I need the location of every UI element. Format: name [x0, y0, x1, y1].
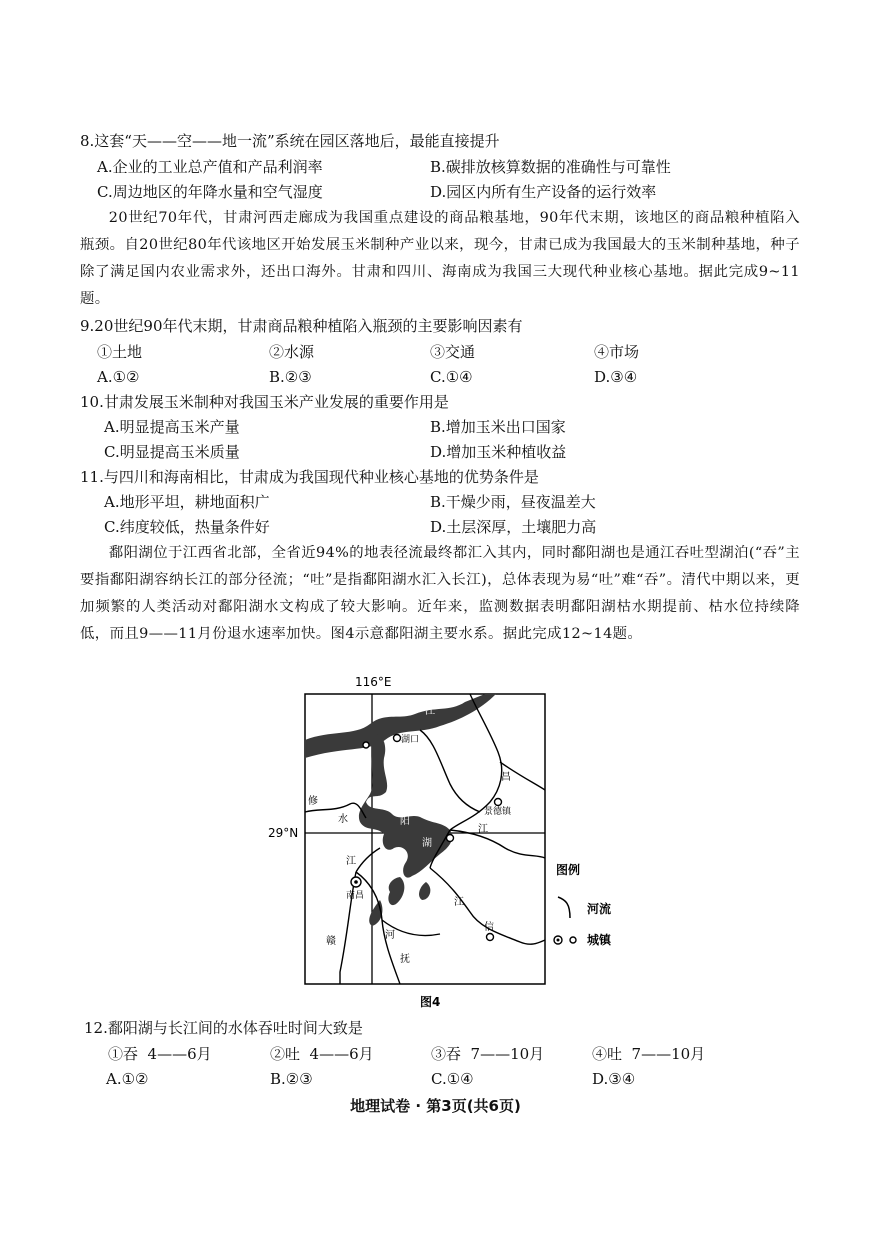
- q9-option-c: C.①④: [430, 368, 473, 386]
- label-jiang2: 江: [478, 824, 488, 835]
- q11-option-b: B.干燥少雨，昼夜温差大: [430, 493, 596, 511]
- q10-stem: 10.甘肃发展玉米制种对我国玉米产业发展的重要作用是: [80, 393, 449, 411]
- q12-option-b: B.②③: [270, 1070, 313, 1088]
- q12-item-1: ①吞 4——6月: [108, 1045, 212, 1063]
- label-hu: 湖: [422, 838, 432, 849]
- label-nanchang: 南昌: [346, 891, 365, 901]
- q9-item-4: ④市场: [594, 343, 640, 361]
- label-yang: 阳: [400, 816, 410, 827]
- q11-option-d: D.土层深厚，土壤肥力高: [430, 518, 597, 536]
- legend-title: 图例: [556, 863, 581, 877]
- q8-option-d: D.园区内所有生产设备的运行效率: [430, 183, 657, 201]
- label-jingdezhen: 景德镇: [484, 807, 512, 817]
- page-footer: 地理试卷 · 第3页(共6页): [350, 1097, 521, 1115]
- q12-item-2: ②吐 4——6月: [270, 1045, 374, 1063]
- q9-item-2: ②水源: [269, 343, 315, 361]
- lon-label: 116°E: [355, 675, 392, 689]
- town-nanchang: [351, 877, 361, 887]
- q12-option-d: D.③④: [592, 1070, 636, 1088]
- label-fu: 抚: [400, 954, 410, 965]
- lake-lobe-1: [388, 877, 404, 905]
- label-he: 河: [385, 930, 395, 941]
- q10-option-d: D.增加玉米种植收益: [430, 443, 567, 461]
- town-xin: [487, 934, 494, 941]
- label-shui: 水: [338, 814, 348, 825]
- label-hukou: 湖口: [401, 735, 420, 745]
- legend-town-label: 城镇: [587, 933, 612, 947]
- q12-item-3: ③吞 7——10月: [431, 1045, 545, 1063]
- legend-town-symbol: [554, 936, 576, 944]
- q9-option-d: D.③④: [594, 368, 638, 386]
- label-chang: 长: [340, 718, 350, 729]
- q10-option-c: C.明显提高玉米质量: [104, 443, 240, 461]
- q11-option-a: A.地形平坦，耕地面积广: [104, 493, 270, 511]
- poyang-map-figure: [268, 672, 630, 1012]
- label-gan: 赣: [326, 936, 336, 947]
- q12-option-c: C.①④: [431, 1070, 474, 1088]
- q10-option-b: B.增加玉米出口国家: [430, 418, 566, 436]
- label-jiang3: 江: [346, 856, 356, 867]
- q9-option-a: A.①②: [97, 368, 140, 386]
- label-chang2: 昌: [501, 772, 511, 783]
- q8-option-c: C.周边地区的年降水量和空气湿度: [97, 183, 323, 201]
- passage-gansu: 20世纪70年代，甘肃河西走廊成为我国重点建设的商品粮基地，90年代末期，该地区的商品粮种植陷入瓶颈。自20世纪80年代该地区开始发展玉米制种产业以来，现今，甘肃已成为我国最大的玉米制种基地，种子除了满足国内农业需求外，还出口海外。甘肃和四川、海南成为我国三大现代种业核心基地。据此完成9~11题。: [80, 210, 800, 307]
- label-xiu: 修: [308, 796, 318, 807]
- q11-stem: 11.与四川和海南相比，甘肃成为我国现代种业核心基地的优势条件是: [80, 468, 539, 486]
- lat-label: 29°N: [268, 826, 299, 840]
- label-jiang4: 江: [454, 897, 464, 908]
- q9-option-b: B.②③: [269, 368, 312, 386]
- yangtze-river: [305, 694, 496, 758]
- label-xin: 信: [484, 922, 494, 933]
- q9-item-1: ①土地: [97, 343, 143, 361]
- town-east: [447, 835, 454, 842]
- passage-poyang: 鄱阳湖位于江西省北部，全省近94%的地表径流最终都汇入其内，同时鄱阳湖也是通江吞吐型湖泊(“吞”主要指鄱阳湖容纳长江的部分径流；“吐”是指鄱阳湖水汇入长江)，总体表现为易“吐”难“吞”。清代中期以来，更加频繁的人类活动对鄱阳湖水文构成了较大影响。近年来，监测数据表明鄱阳湖枯水期提前、枯水位持续降低，而且9——11月份退水速率加快。图4示意鄱阳湖主要水系。据此完成12~14题。: [80, 545, 800, 642]
- q8-option-b: B.碳排放核算数据的准确性与可靠性: [430, 158, 671, 176]
- q8-stem: 8.这套“天——空——地一流”系统在园区落地后，最能直接提升: [80, 132, 500, 150]
- lake-lobe-3: [419, 882, 430, 900]
- town-jingdezhen: [495, 799, 502, 806]
- q12-stem: 12.鄱阳湖与长江间的水体吞吐时间大致是: [84, 1019, 363, 1037]
- q12-item-4: ④吐 7——10月: [592, 1045, 706, 1063]
- label-jiang1: 江: [425, 706, 435, 717]
- q11-option-c: C.纬度较低，热量条件好: [104, 518, 270, 536]
- poyang-map: [268, 672, 630, 1012]
- q12-option-a: A.①②: [106, 1070, 149, 1088]
- legend-river-label: 河流: [587, 902, 612, 916]
- q8-option-a: A.企业的工业总产值和产品利润率: [97, 158, 323, 176]
- q9-item-3: ③交通: [430, 343, 476, 361]
- q10-option-a: A.明显提高玉米产量: [104, 418, 240, 436]
- figure-caption: 图4: [420, 995, 441, 1009]
- legend-river-symbol: [558, 897, 570, 918]
- q9-stem: 9.20世纪90年代末期，甘肃商品粮种植陷入瓶颈的主要影响因素有: [80, 317, 523, 335]
